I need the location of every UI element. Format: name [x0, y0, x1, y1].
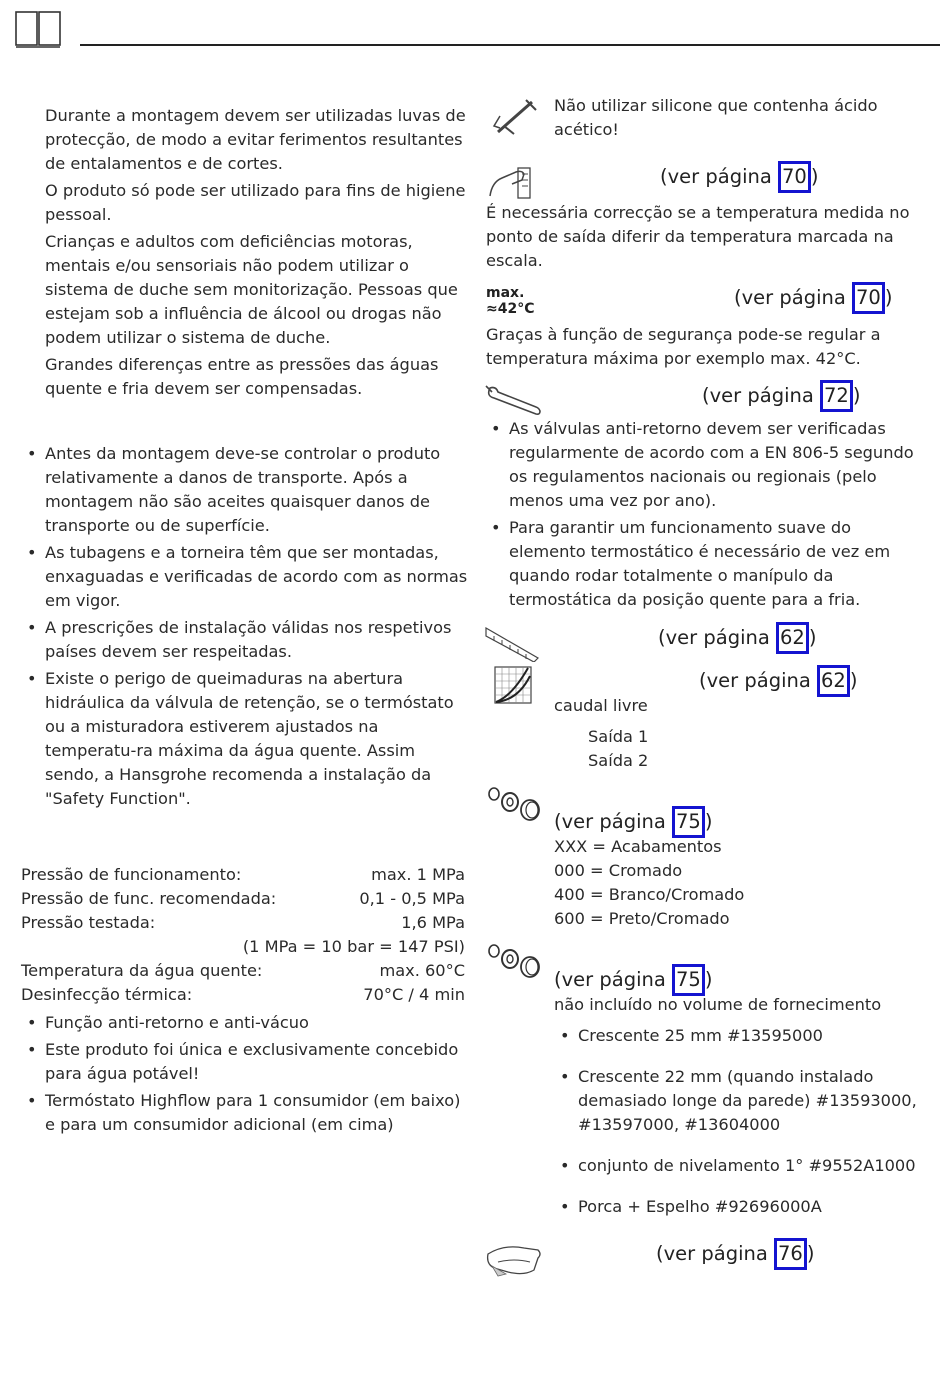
page-link[interactable]: 72: [820, 380, 853, 412]
ref-prefix: (ver página: [699, 669, 817, 692]
safety-note-3: Crianças e adultos com deficiências motoras, mentais e/ou sensoriais não podem utilizar o sistema de duche sem monitorização. Pessoas que estejam sob a influência de álcool ou drogas não podem utilizar o sistema de duche.: [45, 232, 458, 347]
ref-prefix: (ver página: [660, 165, 778, 188]
outlet-item: Saída 2: [588, 751, 649, 770]
ref-prefix: (ver página: [702, 384, 820, 407]
cleaning-hand-icon: [484, 1240, 544, 1278]
spec-row: [21, 935, 465, 959]
safety-note-2: O produto só pode ser utilizado para fins de higiene pessoal.: [45, 181, 466, 224]
spec-value: max. 60°C: [379, 961, 465, 980]
ref-suffix: ): [852, 384, 861, 407]
outlet-list: [588, 725, 648, 773]
page-reference: [660, 161, 818, 193]
finish-code: 000: [554, 861, 585, 880]
spec-row: [21, 863, 465, 887]
feature-item: • Termóstato Highflow para 1 consumidor (em baixo) e para um consumidor adicional (em cima): [45, 1089, 470, 1137]
page-link[interactable]: 70: [852, 282, 885, 314]
spec-label: Desinfecção térmica:: [21, 985, 193, 1004]
finish-code: 600: [554, 909, 585, 928]
header-rule: [80, 44, 940, 46]
max-temp-badge: [486, 285, 535, 317]
ref-suffix: ): [810, 165, 819, 188]
page-reference: [699, 665, 857, 697]
spec-row: [21, 983, 465, 1007]
installation-note-4: • Existe o perigo de queimaduras na abertura hidráulica da válvula de retenção, se o termóstato ou a misturadora estiverem ajustados na temperatu-ra máxima da água quente. Assim sendo, a Hansgrohe recomenda a instalação da "Safety Function".: [45, 667, 470, 811]
page-link[interactable]: 76: [774, 1238, 807, 1270]
ref-prefix: (ver página: [554, 968, 672, 991]
page-reference: [702, 380, 860, 412]
spec-value: 70°C / 4 min: [363, 985, 465, 1004]
page-link[interactable]: 62: [776, 622, 809, 654]
safety-function-note: Graças à função de segurança pode-se regular a temperatura máxima por exemplo max. 42°C.: [486, 325, 881, 368]
spec-value: max. 1 MPa: [371, 865, 465, 884]
dimensions-ruler-icon: [484, 624, 540, 662]
not-included-note: não incluído no volume de fornecimento: [554, 995, 882, 1014]
accessory-item: • Porca + Espelho #92696000A: [578, 1195, 928, 1219]
ref-suffix: ): [808, 626, 817, 649]
thermometer-hand-icon: [486, 162, 536, 202]
spec-label: Pressão de func. recomendada:: [21, 889, 277, 908]
accessory-item: • Crescente 22 mm (quando instalado demasiado longe da parede) #13593000, #13597000, #13604000: [578, 1065, 928, 1137]
finish-name: Preto/Cromado: [608, 909, 730, 928]
spec-label: Temperatura da água quente:: [21, 961, 263, 980]
ref-prefix: (ver página: [554, 810, 672, 833]
feature-item: • Este produto foi única e exclusivamente concebido para água potável!: [45, 1038, 470, 1086]
maintenance-list: [509, 417, 929, 612]
spec-row: [21, 887, 465, 911]
finish-name: Acabamentos: [611, 837, 722, 856]
ref-prefix: (ver página: [734, 286, 852, 309]
calibration-note: É necessária correcção se a temperatura medida no ponto de saída diferir da temperatura marcada na escala.: [486, 203, 910, 270]
feature-item: • Função anti-retorno e anti-vácuo: [45, 1011, 470, 1035]
finish-row: XXX = Acabamentos: [554, 837, 722, 856]
technical-data: [21, 863, 465, 1007]
outlet-item: Saída 1: [588, 727, 649, 746]
page-link[interactable]: 62: [817, 665, 850, 697]
finish-row: 400 = Branco/Cromado: [554, 885, 745, 904]
ref-prefix: (ver página: [658, 626, 776, 649]
spec-row: [21, 911, 465, 935]
installation-note-1: • Antes da montagem deve-se controlar o produto relativamente a danos de transporte. Após a montagem não são aceites quaisquer danos de transporte ou de superfície.: [45, 442, 470, 538]
spec-label: Pressão testada:: [21, 913, 156, 932]
page-link[interactable]: 70: [778, 161, 811, 193]
finish-code: 400: [554, 885, 585, 904]
safety-note-4: Grandes diferenças entre as pressões das águas quente e fria devem ser compensadas.: [45, 355, 439, 398]
spec-value: (1 MPa = 10 bar = 147 PSI): [242, 937, 465, 956]
max-temp-value: ≈42°C: [486, 301, 535, 317]
feature-list: [45, 1011, 470, 1137]
finish-row: 600 = Preto/Cromado: [554, 909, 730, 928]
installation-note-3: • A prescrições de instalação válidas nos respetivos países devem ser respeitadas.: [45, 616, 470, 664]
page-reference: [656, 1238, 814, 1270]
silicone-note: Não utilizar silicone que contenha ácido acético!: [554, 96, 878, 139]
silicone-gun-icon: [490, 96, 542, 138]
maintenance-item: • As válvulas anti-retorno devem ser verificadas regularmente de acordo com a EN 806-5 segundo os regulamentos nacionais ou regionais (pelo menos uma vez por ano).: [509, 417, 929, 513]
ref-prefix: (ver página: [656, 1242, 774, 1265]
installation-note-2: • As tubagens e a torneira têm que ser montadas, enxaguadas e verificadas de acordo com as normas em vigor.: [45, 541, 470, 613]
finish-name: Branco/Cromado: [608, 885, 745, 904]
spec-value: 0,1 - 0,5 MPa: [359, 889, 465, 908]
spare-parts-icon: [486, 784, 544, 824]
spec-label: Pressão de funcionamento:: [21, 865, 242, 884]
ref-suffix: ): [704, 968, 713, 991]
page-reference: [554, 964, 712, 996]
spec-row: [21, 959, 465, 983]
accessory-item: • Crescente 25 mm #13595000: [578, 1024, 928, 1048]
installation-notes: [45, 442, 470, 811]
page-reference: [554, 806, 712, 838]
ref-suffix: ): [806, 1242, 815, 1265]
ref-suffix: ): [704, 810, 713, 833]
ref-suffix: ): [849, 669, 858, 692]
finish-name: Cromado: [608, 861, 683, 880]
accessory-item: • conjunto de nivelamento 1° #9552A1000: [578, 1154, 928, 1178]
page-reference: [658, 622, 816, 654]
ref-suffix: ): [884, 286, 893, 309]
spec-value: 1,6 MPa: [401, 913, 465, 932]
safety-notes: [45, 104, 470, 401]
max-label: max.: [486, 285, 525, 301]
manual-book-icon: [14, 9, 62, 49]
safety-note-1: Durante a montagem devem ser utilizadas luvas de protecção, de modo a evitar ferimentos resultantes de entalamentos e de cortes.: [45, 106, 466, 173]
maintenance-item: • Para garantir um funcionamento suave do elemento termostático é necessário de vez em quando rodar totalmente o manípulo da termostática da posição quente para a fria.: [509, 516, 929, 612]
page-link[interactable]: 75: [672, 806, 705, 838]
finish-code: XXX: [554, 837, 588, 856]
flow-label: caudal livre: [554, 696, 648, 715]
wrench-icon: [484, 382, 544, 418]
finish-row: 000 = Cromado: [554, 861, 683, 880]
accessory-list: [578, 1024, 928, 1219]
accessories-icon: [486, 941, 544, 981]
page-link[interactable]: 75: [672, 964, 705, 996]
page-reference: [734, 282, 892, 314]
finish-list: [554, 835, 744, 931]
flow-diagram-icon: [494, 666, 532, 704]
